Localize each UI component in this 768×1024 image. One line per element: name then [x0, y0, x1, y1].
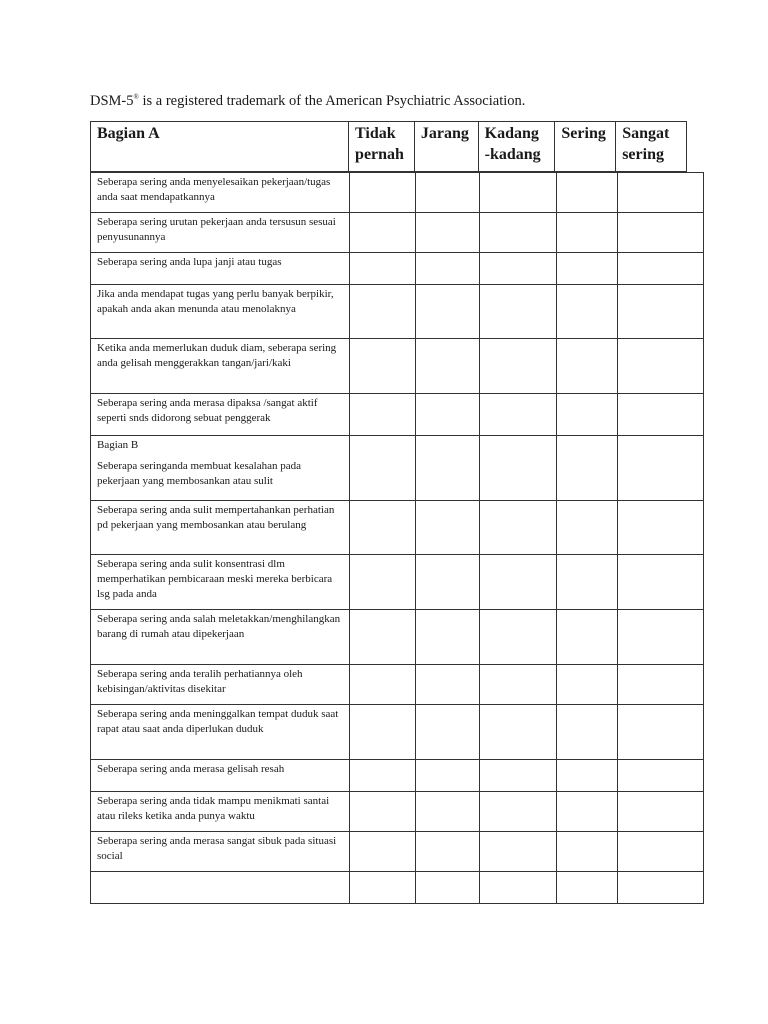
answer-cell-never[interactable] — [350, 705, 416, 760]
answer-cell-often[interactable] — [557, 173, 618, 213]
answer-cell-rarely[interactable] — [416, 665, 480, 705]
question-cell — [91, 501, 350, 555]
question-text: Seberapa sering anda tidak mampu menikmati santai atau rileks ketika anda punya waktu — [97, 795, 330, 822]
table-row — [91, 173, 704, 213]
answer-cell-rarely[interactable] — [416, 610, 480, 665]
question-cell — [91, 610, 350, 665]
question-cell — [91, 253, 350, 285]
answer-cell-never[interactable] — [350, 213, 416, 253]
answer-cell-never[interactable] — [350, 285, 416, 339]
header-sometimes: Kadang -kadang — [479, 122, 556, 171]
answer-cell-rarely[interactable] — [416, 285, 480, 339]
answer-cell-sometimes[interactable] — [480, 760, 557, 792]
question-text: Seberapa sering urutan pekerjaan anda tersusun sesuai penyusunannya — [97, 216, 336, 243]
question-text: Seberapa sering anda merasa gelisah resah — [97, 763, 285, 775]
answer-cell-sometimes[interactable] — [480, 501, 557, 555]
answer-cell-sometimes[interactable] — [480, 173, 557, 213]
answer-cell-never[interactable] — [350, 872, 416, 904]
question-text: Seberapa sering anda merasa sangat sibuk pada situasi social — [97, 835, 337, 862]
header-often: Sering — [555, 122, 616, 171]
questionnaire-table — [90, 172, 704, 904]
answer-cell-never[interactable] — [350, 394, 416, 436]
question-text: Ketika anda memerlukan duduk diam, seberapa sering anda gelisah menggerakkan tangan/jari/kaki — [97, 342, 337, 369]
answer-cell-never[interactable] — [350, 555, 416, 610]
answer-cell-rarely[interactable] — [416, 213, 480, 253]
header-section: Bagian A — [91, 122, 349, 171]
table-row — [91, 285, 704, 339]
answer-cell-very-often[interactable] — [618, 213, 704, 253]
table-row — [91, 872, 704, 904]
answer-cell-sometimes[interactable] — [480, 872, 557, 904]
answer-cell-very-often[interactable] — [618, 555, 704, 610]
question-cell — [91, 760, 350, 792]
answer-cell-very-often[interactable] — [618, 760, 704, 792]
question-cell — [91, 872, 350, 904]
answer-cell-very-often[interactable] — [618, 792, 704, 832]
answer-cell-rarely[interactable] — [416, 872, 480, 904]
table-row — [91, 760, 704, 792]
answer-cell-never[interactable] — [350, 832, 416, 872]
question-cell — [91, 339, 350, 394]
answer-cell-sometimes[interactable] — [480, 436, 557, 501]
header-very-often: Sangat sering — [622, 125, 670, 163]
answer-cell-never[interactable] — [350, 610, 416, 665]
answer-cell-rarely[interactable] — [416, 173, 480, 213]
answer-cell-sometimes[interactable] — [480, 705, 557, 760]
table-row — [91, 832, 704, 872]
table-row — [91, 665, 704, 705]
answer-cell-rarely[interactable] — [416, 832, 480, 872]
answer-cell-sometimes[interactable] — [480, 792, 557, 832]
answer-cell-often[interactable] — [557, 436, 618, 501]
answer-cell-sometimes[interactable] — [480, 555, 557, 610]
answer-cell-sometimes[interactable] — [480, 610, 557, 665]
answer-cell-rarely[interactable] — [416, 253, 480, 285]
table-header — [90, 121, 687, 172]
question-cell — [91, 394, 350, 436]
answer-cell-often[interactable] — [557, 760, 618, 792]
answer-cell-sometimes[interactable] — [480, 253, 557, 285]
answer-cell-rarely[interactable] — [416, 339, 480, 394]
question-cell — [91, 792, 350, 832]
trademark-prefix: DSM-5 — [90, 93, 134, 109]
table-row — [91, 339, 704, 394]
answer-cell-often[interactable] — [557, 339, 618, 394]
table-row — [91, 792, 704, 832]
answer-cell-very-often[interactable] — [618, 665, 704, 705]
table-row — [91, 213, 704, 253]
table-row — [91, 555, 704, 610]
answer-cell-never[interactable] — [350, 173, 416, 213]
question-text: Seberapa sering anda sulit konsentrasi dlm memperhatikan pembicaraan meski mereka berbicara lsg pada anda — [97, 558, 333, 600]
header-rarely: Jarang — [415, 122, 479, 171]
answer-cell-never[interactable] — [350, 665, 416, 705]
answer-cell-sometimes[interactable] — [480, 285, 557, 339]
table-row — [91, 253, 704, 285]
answer-cell-sometimes[interactable] — [480, 665, 557, 705]
question-cell — [91, 705, 350, 760]
answer-cell-rarely[interactable] — [416, 436, 480, 501]
trademark-text: is a registered trademark of the American Psychiatric Association. — [138, 93, 526, 109]
answer-cell-often[interactable] — [557, 792, 618, 832]
answer-cell-sometimes[interactable] — [480, 339, 557, 394]
answer-cell-sometimes[interactable] — [480, 213, 557, 253]
answer-cell-often[interactable] — [557, 665, 618, 705]
question-text: Seberapa sering anda lupa janji atau tugas — [97, 256, 282, 268]
table-row — [91, 705, 704, 760]
answer-cell-never[interactable] — [350, 436, 416, 501]
answer-cell-often[interactable] — [557, 610, 618, 665]
answer-cell-often[interactable] — [557, 213, 618, 253]
question-text: Seberapa sering anda teralih perhatiannya oleh kebisingan/aktivitas disekitar — [97, 668, 303, 695]
answer-cell-sometimes[interactable] — [480, 832, 557, 872]
answer-cell-never[interactable] — [350, 792, 416, 832]
answer-cell-very-often[interactable] — [618, 436, 704, 501]
section-label: Bagian B — [97, 439, 139, 451]
answer-cell-often[interactable] — [557, 394, 618, 436]
answer-cell-often[interactable] — [557, 285, 618, 339]
answer-cell-never[interactable] — [350, 760, 416, 792]
answer-cell-very-often[interactable] — [618, 394, 704, 436]
question-text: Seberapa seringanda membuat kesalahan pada pekerjaan yang membosankan atau sulit — [97, 460, 302, 487]
answer-cell-often[interactable] — [557, 253, 618, 285]
answer-cell-never[interactable] — [350, 253, 416, 285]
answer-cell-very-often[interactable] — [618, 832, 704, 872]
table-row — [91, 436, 704, 501]
table-row — [91, 610, 704, 665]
answer-cell-very-often[interactable] — [618, 339, 704, 394]
question-text: Jika anda mendapat tugas yang perlu banyak berpikir, apakah anda akan menunda atau menolaknya — [97, 288, 334, 315]
answer-cell-very-often[interactable] — [618, 285, 704, 339]
answer-cell-very-often[interactable] — [618, 253, 704, 285]
answer-cell-rarely[interactable] — [416, 394, 480, 436]
question-cell — [91, 436, 350, 501]
answer-cell-often[interactable] — [557, 832, 618, 872]
answer-cell-often[interactable] — [557, 872, 618, 904]
answer-cell-rarely[interactable] — [416, 501, 480, 555]
answer-cell-often[interactable] — [557, 555, 618, 610]
answer-cell-very-often[interactable] — [618, 501, 704, 555]
answer-cell-rarely[interactable] — [416, 792, 480, 832]
answer-cell-rarely[interactable] — [416, 705, 480, 760]
question-cell — [91, 555, 350, 610]
header-never: Tidak pernah — [349, 122, 415, 171]
answer-cell-very-often[interactable] — [618, 872, 704, 904]
trademark-notice — [90, 93, 525, 110]
question-cell — [91, 285, 350, 339]
question-text: Seberapa sering anda merasa dipaksa /sangat aktif seperti snds didorong sebuat penggerak — [97, 397, 318, 424]
question-text: Seberapa sering anda salah meletakkan/menghilangkan barang di rumah atau dipekerjaan — [97, 613, 341, 640]
question-cell — [91, 213, 350, 253]
answer-cell-never[interactable] — [350, 501, 416, 555]
question-cell — [91, 173, 350, 213]
registered-mark: ® — [133, 93, 139, 102]
answer-cell-sometimes[interactable] — [480, 394, 557, 436]
answer-cell-rarely[interactable] — [416, 555, 480, 610]
question-text: Seberapa sering anda sulit mempertahankan perhatian pd pekerjaan yang membosankan atau berulang — [97, 504, 335, 531]
answer-cell-very-often[interactable] — [618, 610, 704, 665]
answer-cell-often[interactable] — [557, 705, 618, 760]
answer-cell-very-often[interactable] — [618, 173, 704, 213]
answer-cell-rarely[interactable] — [416, 760, 480, 792]
answer-cell-very-often[interactable] — [618, 705, 704, 760]
table-row — [91, 394, 704, 436]
answer-cell-often[interactable] — [557, 501, 618, 555]
question-text: Seberapa sering anda menyelesaikan pekerjaan/tugas anda saat mendapatkannya — [97, 176, 331, 203]
question-cell — [91, 665, 350, 705]
question-text: Seberapa sering anda meninggalkan tempat duduk saat rapat atau saat anda diperlukan duduk — [97, 708, 339, 735]
answer-cell-never[interactable] — [350, 339, 416, 394]
table-row — [91, 501, 704, 555]
question-cell — [91, 832, 350, 872]
